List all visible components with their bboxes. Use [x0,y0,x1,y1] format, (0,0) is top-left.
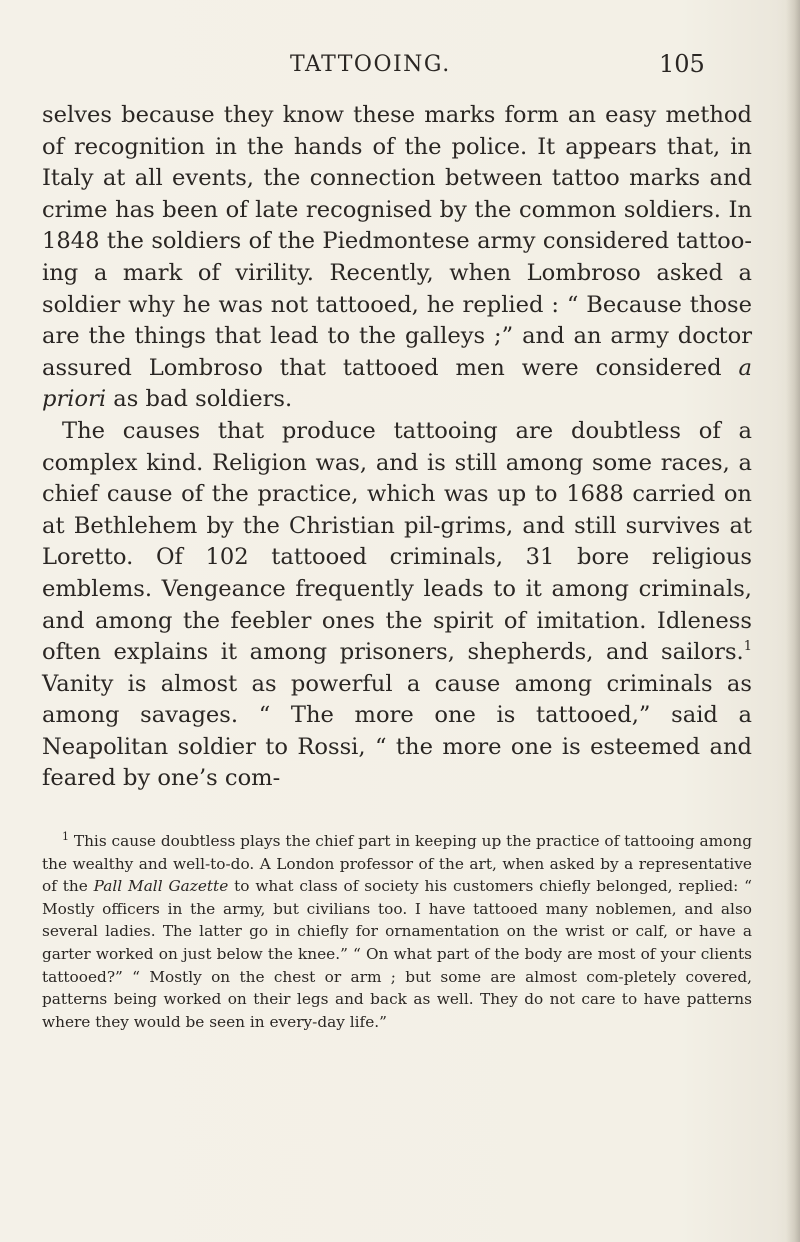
footnote-text-b: to what class of society his customers chiefly belonged, replied: “ Mostly officers in the army, but civilians too. I have tattooed many noblemen, and also several ladies. The latter go in chiefly for ornamentation on the wrist or calf, or have a garter worked on just below the knee.” “ On what part of the body are most of your clients tattooed?” “ Mostly on the chest or arm ; but some are almost com-pletely covered, patterns being worked on their legs and back as well. They do not care to have patterns where they would be seen in every-day life.” [42,877,753,1031]
paragraph-2 [42,416,752,795]
page-number: 105 [659,50,705,78]
italic-phrase-a-priori: a priori [42,354,752,413]
footnote-mark: 1 [62,830,69,843]
footnote-reference: 1 [743,639,752,655]
footnote [42,830,752,1033]
paragraph-2-text-a: The causes that produce tattooing are doubtless of a complex kind. Religion was, and is still among some races, a chief cause of the practice, which was up to 1688 carried on at Bethlehem by the Christian pil-grims, and still survives at Loretto. Of 102 tattooed criminals, 31 bore religious emblems. Vengeance frequently leads to it among criminals, and among the feebler ones the spirit of imitation. Idleness often explains it among prisoners, shepherds, and sailors. [42,417,752,666]
paragraph-1 [42,100,752,416]
page-edge-shadow [786,0,800,1242]
footnote-text-a: This cause doubtless plays the chief part in keeping up the practice of tattooing among the wealthy and well-to-do. A London professor of the art, when asked by a representative of the [42,832,752,896]
running-head [42,52,742,86]
paragraph-1-text-a: selves because they know these marks form an easy method of recognition in the hands of the police. It appears that, in Italy at all events, the connection between tattoo marks and crime has been of late recognised by the common soldiers. In 1848 the soldiers of the Piedmontese army considered tattoo-ing a mark of virility. Recently, when Lombroso asked a soldier why he was not tattooed, he replied : “ Because those are the things that lead to the galleys ;” and an army doctor assured Lombroso that tattooed men were considered [42,102,752,381]
paragraph-2-text-b: Vanity is almost as powerful a cause among criminals as among savages. “ The more one is tattooed,” said a Neapolitan soldier to Rossi, “ the more one is esteemed and feared by one’s com- [42,670,752,792]
paragraph-1-text-b: as bad soldiers. [106,386,293,413]
running-title: TATTOOING. [290,52,451,77]
footnote-italic-publication: Pall Mall Gazette [93,877,229,896]
body-text [42,100,752,795]
